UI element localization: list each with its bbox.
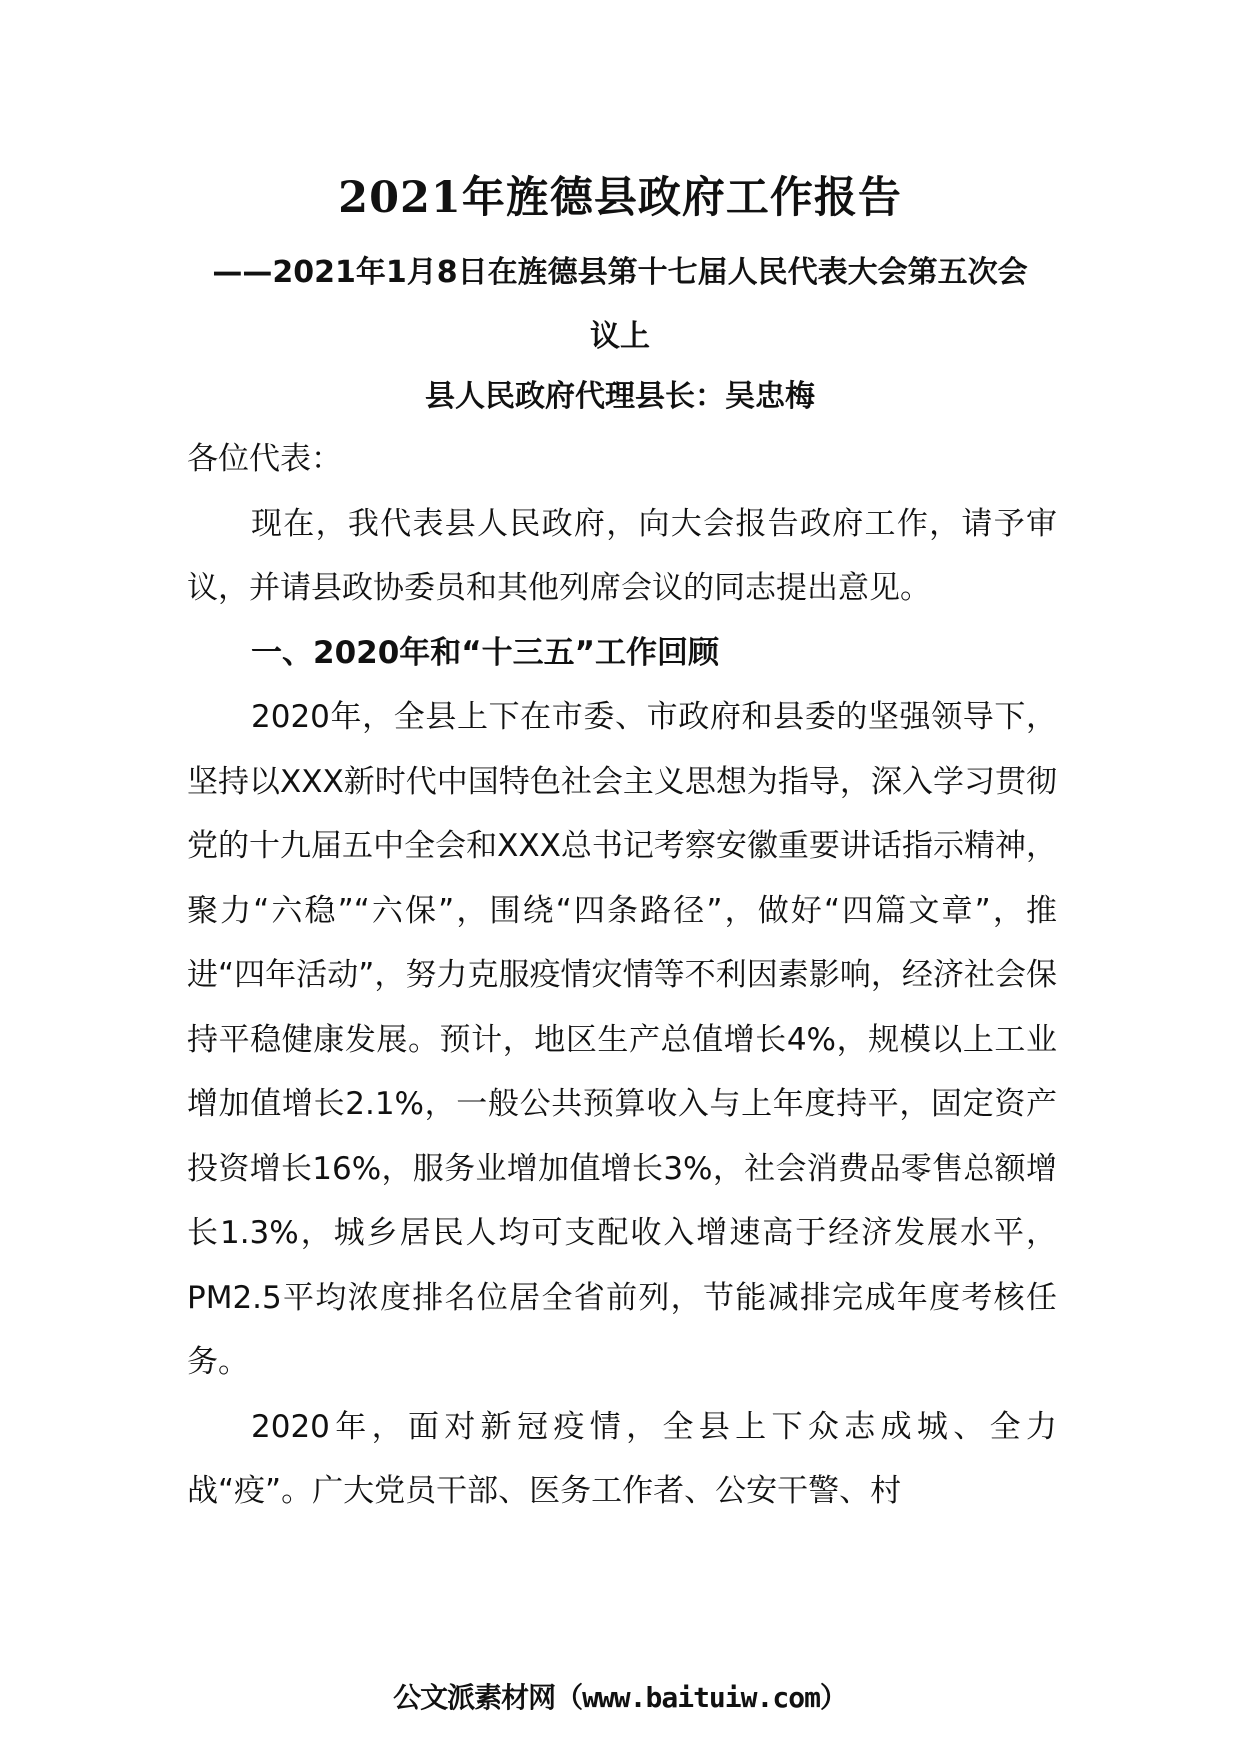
section-heading: 一、2020年和“十三五”工作回顾 <box>251 634 720 671</box>
document-author: 县人民政府代理县长：吴忠梅 <box>425 379 815 414</box>
document-body <box>187 427 1057 1524</box>
paragraph-covid: 2020年，面对新冠疫情，全县上下众志成城、全力战“疫”。广大党员干部、医务工作者、公安干警、村 <box>187 1408 1057 1509</box>
document-subtitle: ——2021年1月8日在旌德县第十七届人民代表大会第五次会议上 <box>212 255 1028 354</box>
paragraph-intro: 现在，我代表县人民政府，向大会报告政府工作，请予审议，并请县政协委员和其他列席会议的同志提出意见。 <box>187 505 1057 606</box>
salutation: 各位代表： <box>187 441 342 477</box>
paragraph-2020-summary: 2020年，全县上下在市委、市政府和县委的坚强领导下，坚持以XXX新时代中国特色社会主义思想为指导，深入学习贯彻党的十九届五中全会和XXX总书记考察安徽重要讲话指示精神，聚力“六稳”“六保”，围绕“四条路径”，做好“四篇文章”，推进“四年活动”，努力克服疫情灾情等不利因素影响，经济社会保持平稳健康发展。预计，地区生产总值增长4%，规模以上工业增加值增长2.1%，一般公共预算收入与上年度持平，固定资产投资增长16%，服务业增加值增长3%，社会消费品零售总额增长1.3%，城乡居民人均可支配收入增速高于经济发展水平，PM2.5平均浓度排名位居全省前列，节能减排完成年度考核任务。 <box>187 699 1057 1380</box>
footer-watermark: 公文派素材网（www.baituiw.com） <box>393 1681 847 1714</box>
document-title: 2021年旌德县政府工作报告 <box>338 173 902 223</box>
